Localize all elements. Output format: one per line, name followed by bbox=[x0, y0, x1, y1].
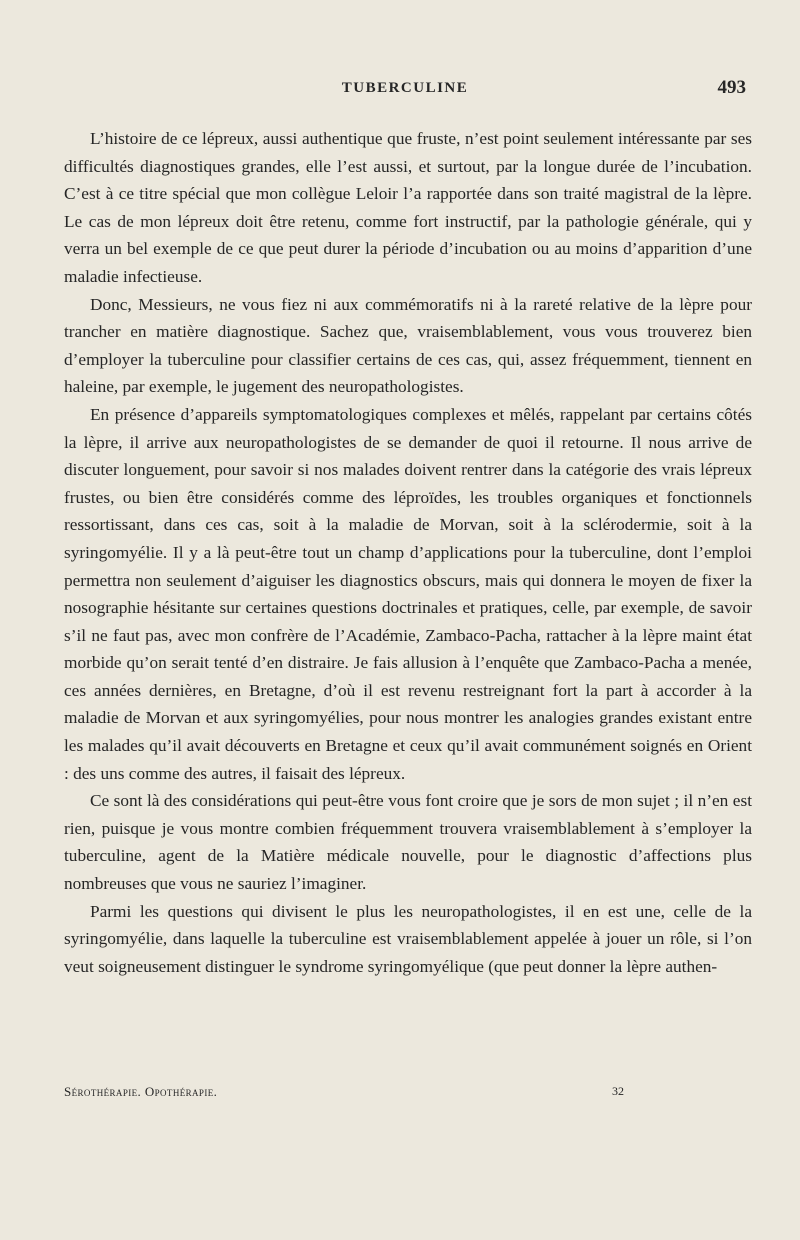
page-footer bbox=[64, 1084, 624, 1102]
paragraph: Parmi les questions qui divisent le plus les neuropathologistes, il en est une, celle de la syringomyélie, dans laquelle la tuberculine est vraisemblablement appelée à jouer un rôle, si l’on veut soigneusement distinguer le syndrome syringomyélique (que peut donner la lèpre authen- bbox=[64, 901, 752, 976]
signature-mark: 32 bbox=[612, 1084, 624, 1098]
running-title: TUBERCULINE bbox=[341, 80, 469, 96]
page-number: 493 bbox=[717, 77, 746, 98]
paragraph: Donc, Messieurs, ne vous fiez ni aux commémoratifs ni à la rareté relative de la lèpre pour trancher en matière diagnostique. Sachez que, vraisemblablement, vous vous trouverez bien d’employer la tuberculine pour classifier certains de ces cas, qui, assez fréquemment, tiennent en haleine, par exemple, le jugement des neuropathologistes. bbox=[64, 294, 752, 397]
paragraph: L’histoire de ce lépreux, aussi authentique que fruste, n’est point seulement intéressante par ses difficultés diagnostiques grandes, elle l’est aussi, et surtout, par la longue durée de l’incubation. C’est à ce titre spécial que mon collègue Leloir l’a rapportée dans son traité magistral de la lèpre. Le cas de mon lépreux doit être retenu, comme fort instructif, par la pathologie générale, qui y verra un bel exemple de ce que peut durer la période d’incubation ou au moins d’apparition d’une maladie infectieuse. bbox=[64, 129, 752, 286]
body-text bbox=[64, 125, 752, 980]
footer-title: Sérothérapie. Opothérapie. bbox=[64, 1084, 218, 1099]
paragraph: En présence d’appareils symptomatologiques complexes et mêlés, rappelant par certains côtés la lèpre, il arrive aux neuropathologistes de se demander de quoi il retourne. Il nous arrive de discuter longuement, pour savoir si nos malades doivent rentrer dans la catégorie des vrais lépreux frustes, ou bien être considérés comme des léproïdes, les troubles organiques et fonctionnels ressortissant, dans ces cas, soit à la maladie de Morvan, soit à la sclérodermie, soit à la syringomyélie. Il y a là peut-être tout un champ d’applications pour la tuberculine, dont l’emploi permettra non seulement d’aiguiser les diagnostics obscurs, mais qui donnera le moyen de fixer la nosographie hésitante sur certaines questions doctrinales et pratiques, celle, par exemple, de savoir s’il ne faut pas, avec mon confrère de l’Académie, Zambaco-Pacha, rattacher à la lèpre maint état morbide qu’on serait tenté d’en distraire. Je fais allusion à l’enquête que Zambaco-Pacha a menée, ces années dernières, en Bretagne, d’où il est revenu restreignant fort la part à accorder à la maladie de Morvan et aux syringomyélies, pour nous montrer les analogies grandes existant entre les malades qu’il avait découverts en Bretagne et ceux qu’il avait communément soignés en Orient : des uns comme des autres, il faisait des lépreux. bbox=[64, 404, 752, 783]
paragraph: Ce sont là des considérations qui peut-être vous font croire que je sors de mon sujet ; il n’en est rien, puisque je vous montre combien fréquemment trouvera vraisemblablement à s’employer la tuberculine, agent de la Matière médicale nouvelle, pour le diagnostic d’affections plus nombreuses que vous ne sauriez l’imaginer. bbox=[64, 791, 752, 894]
page-header bbox=[64, 77, 746, 100]
